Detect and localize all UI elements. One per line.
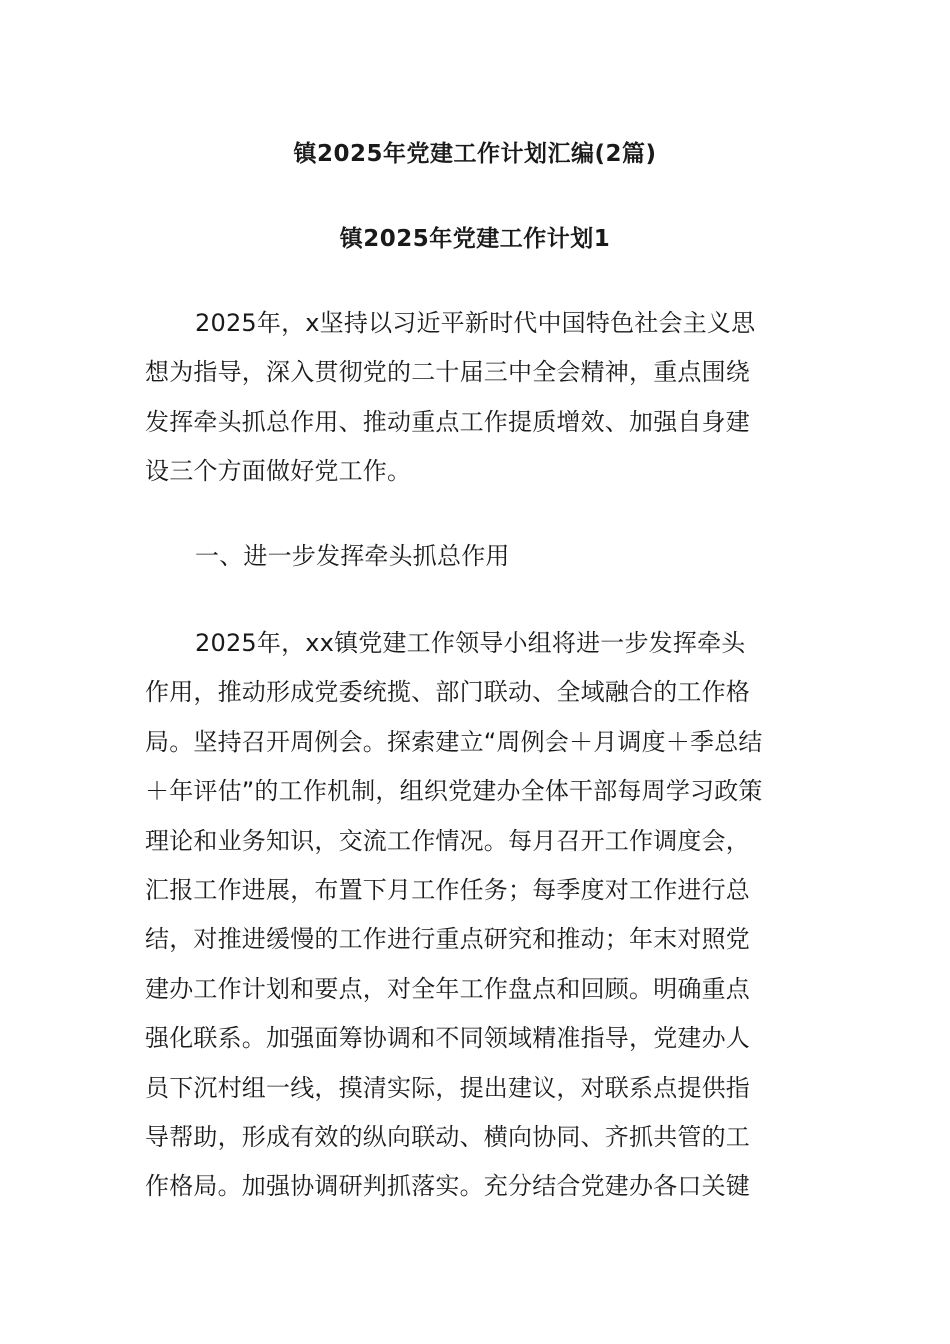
paragraph-line: ＋年评估”的工作机制，组织党建办全体干部每周学习政策 <box>145 777 763 806</box>
paragraph-section1 <box>145 619 807 1212</box>
section-heading-text: 一、进一步发挥牵头抓总作用 <box>195 542 510 570</box>
paragraph-line: 作用，推动形成党委统揽、部门联动、全域融合的工作格 <box>145 678 750 707</box>
paragraph-line: 员下沉村组一线，摸清实际，提出建议，对联系点提供指 <box>145 1073 750 1102</box>
paragraph-line: 作格局。加强协调研判抓落实。充分结合党建办各口关键 <box>145 1172 750 1201</box>
paragraph-line: 想为指导，深入贯彻党的二十届三中全会精神，重点围绕 <box>145 358 750 387</box>
paragraph-line: 2025年，x坚持以习近平新时代中国特色社会主义思 <box>195 309 756 337</box>
paragraph-line: 设三个方面做好党工作。 <box>145 457 412 486</box>
paragraph-intro <box>145 299 807 497</box>
document-title: 镇2025年党建工作计划汇编(2篇) <box>293 141 657 167</box>
paragraph-line: 理论和业务知识，交流工作情况。每月召开工作调度会， <box>145 826 750 855</box>
paragraph-line: 2025年，xx镇党建工作领导小组将进一步发挥牵头 <box>195 629 746 657</box>
paragraph-line: 汇报工作进展，布置下月工作任务；每季度对工作进行总 <box>145 876 750 905</box>
paragraph-line: 结，对推进缓慢的工作进行重点研究和推动；年末对照党 <box>145 925 750 954</box>
paragraph-line: 建办工作计划和要点，对全年工作盘点和回顾。明确重点 <box>145 974 750 1003</box>
paragraph-line: 局。坚持召开周例会。探索建立“周例会＋月调度＋季总结 <box>145 727 763 756</box>
document-subtitle: 镇2025年党建工作计划1 <box>339 226 611 252</box>
paragraph-line: 导帮助，形成有效的纵向联动、横向协同、齐抓共管的工 <box>145 1123 750 1152</box>
paragraph-line: 发挥牵头抓总作用、推动重点工作提质增效、加强自身建 <box>145 407 750 436</box>
section-heading <box>145 532 807 581</box>
paragraph-line: 强化联系。加强面筹协调和不同领域精准指导，党建办人 <box>145 1024 750 1053</box>
